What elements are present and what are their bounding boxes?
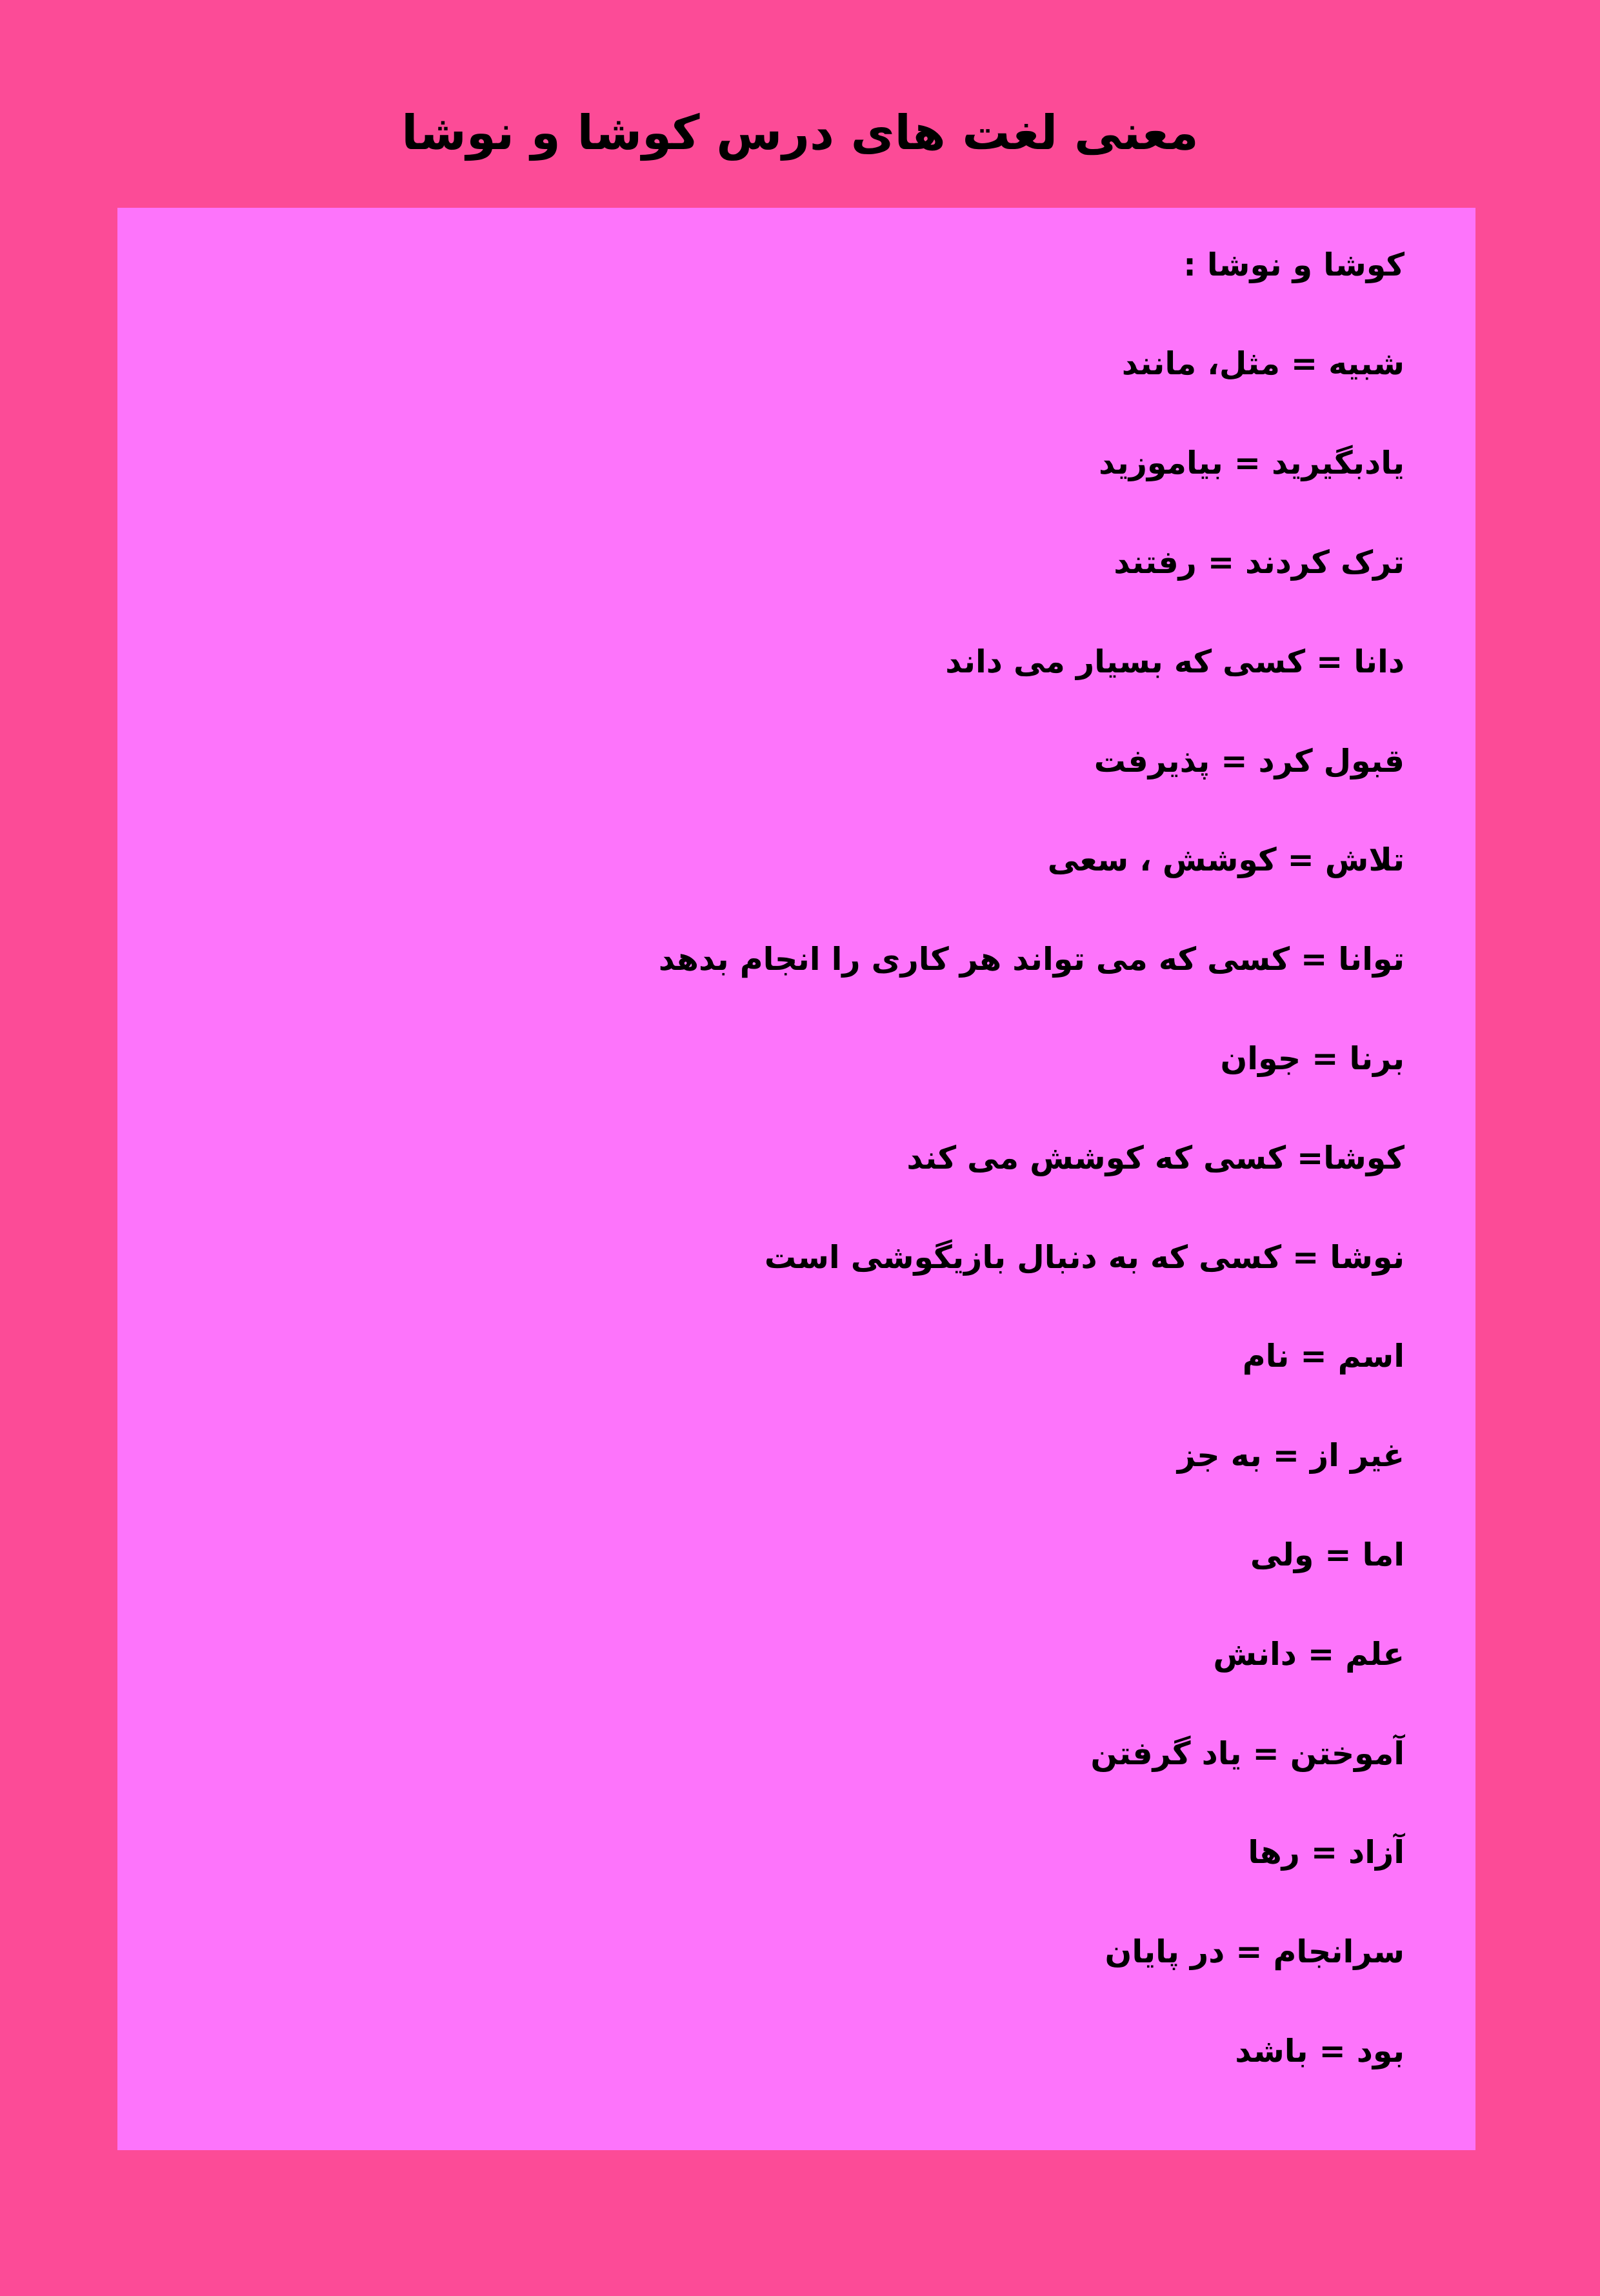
vocabulary-card: [117, 208, 1475, 2150]
list-item: علم = دانش: [1213, 1635, 1405, 1673]
list-item: اما = ولی: [1250, 1536, 1405, 1573]
list-item: بود = باشد: [1235, 2032, 1405, 2069]
vocabulary-heading: کوشا و نوشا :: [1183, 246, 1405, 283]
list-item: قبول کرد = پذیرفت: [1094, 742, 1405, 780]
list-item: کوشا= کسی که کوشش می کند: [906, 1139, 1405, 1176]
list-item: برنا = جوان: [1220, 1040, 1405, 1077]
list-item: ترک کردند = رفتند: [1114, 543, 1405, 581]
document-page: [0, 32, 1600, 2296]
list-item: آزاد = رها: [1248, 1834, 1405, 1871]
list-item: شبیه = مثل، مانند: [1121, 345, 1405, 383]
list-item: سرانجام = در پایان: [1105, 1933, 1405, 1971]
vocabulary-list: [188, 247, 1405, 2071]
list-item: دانا = کسی که بسیار می داند: [945, 643, 1405, 680]
list-item: یادبگیرید = بیاموزید: [1099, 445, 1405, 482]
page-title: معنی لغت های درس کوشا و نوشا: [401, 105, 1199, 161]
list-item: غیر از = به جز: [1177, 1437, 1405, 1475]
list-item: نوشا = کسی که به دنبال بازیگوشی است: [764, 1238, 1405, 1276]
list-item: آموختن = یاد گرفتن: [1090, 1735, 1405, 1772]
list-item: توانا = کسی که می تواند هر کاری را انجام بدهد: [658, 941, 1405, 978]
list-item: اسم = نام: [1242, 1338, 1405, 1375]
list-item: تلاش = کوشش ، سعی: [1047, 841, 1405, 879]
